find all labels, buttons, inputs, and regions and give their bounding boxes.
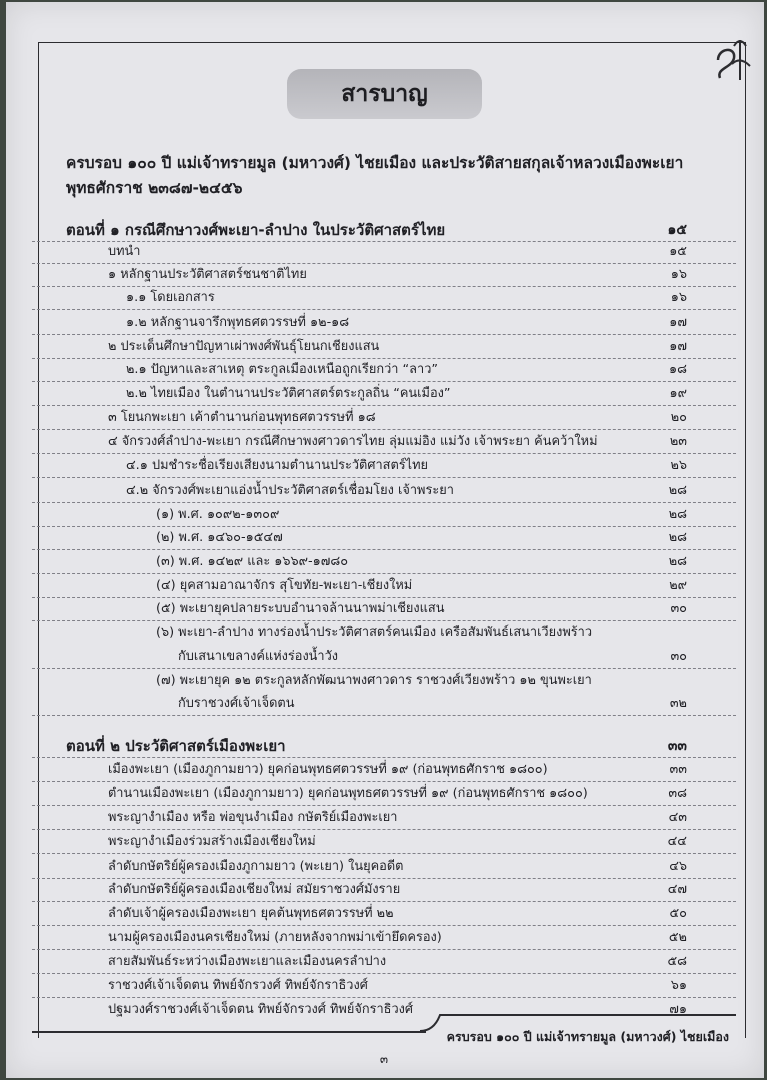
toc-entry-page: ๓๘ xyxy=(668,786,687,801)
rule xyxy=(32,549,736,550)
toc-entry-page: ๒๖ xyxy=(670,458,687,473)
toc-entry xyxy=(0,856,767,878)
toc-entry-text: (๓) พ.ศ. ๑๔๒๙ และ ๑๖๖๙-๑๗๘๐ xyxy=(156,554,349,569)
toc-entry xyxy=(0,480,767,502)
toc-entry xyxy=(0,903,767,925)
toc-entry-page: ๑๗ xyxy=(669,339,687,354)
toc-entry-page: ๒๐ xyxy=(670,410,687,425)
toc-entry-page: ๕๒ xyxy=(668,930,687,945)
toc-entry-page: ๑๗ xyxy=(669,315,687,330)
toc-entry xyxy=(0,975,767,997)
toc-entry xyxy=(0,670,767,692)
toc-entry xyxy=(0,383,767,405)
toc-entry-text: กับเสนาเขลางค์แห่งร่องน้ำวัง xyxy=(178,649,339,664)
rule xyxy=(32,901,736,902)
toc-entry xyxy=(0,287,767,309)
part-1-page: ๑๕ xyxy=(667,222,687,238)
toc-entry xyxy=(0,455,767,477)
rule xyxy=(32,757,736,758)
toc-entry-text: ๑ หลักฐานประวัติศาสตร์ชนชาติไทย xyxy=(108,267,307,282)
toc-entry-page: ๕๘ xyxy=(667,954,687,969)
toc-entry-text: สายสัมพันธ์ระหว่างเมืองพะเยาและเมืองนครลำปาง xyxy=(108,954,387,969)
part-1-heading xyxy=(0,219,767,241)
rule xyxy=(32,997,736,998)
toc-entry xyxy=(0,598,767,620)
part-2-label: ตอนที่ ๒ ประวัติศาสตร์เมืองพะเยา xyxy=(66,737,286,755)
toc-entry-text: (๔) ยุคสามอาณาจักร สุโขทัย-พะเยา-เชียงใหม่ xyxy=(156,578,413,593)
part-2-page: ๓๓ xyxy=(667,738,687,754)
toc-entry-text: (๕) พะเยายุคปลายระบบอำนาจล้านนาพม่าเชียงแสน xyxy=(156,601,445,616)
toc-entry-page: ๒๙ xyxy=(669,578,687,593)
toc-entry xyxy=(0,927,767,949)
toc-entry-text: พระญางำเมือง หรือ พ่อขุนงำเมือง กษัตริย์เมืองพะเยา xyxy=(108,810,398,825)
rule xyxy=(32,668,736,669)
toc-entry-text: (๖) พะเยา-ลำปาง ทางร่องน้ำประวัติศาสตร์คนเมือง เครือสัมพันธ์เสนาเวียงพร้าว xyxy=(156,625,593,640)
corner-ornament-icon xyxy=(712,34,756,84)
toc-entry xyxy=(0,807,767,829)
toc-entry xyxy=(0,759,767,781)
rule xyxy=(32,949,736,950)
toc-entry-page: ๑๙ xyxy=(669,386,687,401)
toc-entry-text: ตำนานเมืองพะเยา (เมืองภูกามยาว) ยุคก่อนพุทธศตวรรษที่ ๑๙ (ก่อนพุทธศักราช ๑๘๐๐) xyxy=(108,786,588,801)
rule xyxy=(32,853,736,854)
toc-entry xyxy=(0,831,767,853)
toc-entry-page: ๒๓ xyxy=(669,434,687,449)
toc-entry-page: ๓๐ xyxy=(670,649,687,664)
toc-entry-text: ๒.๑ ปัญหาและสาเหตุ ตระกูลเมืองเหนือถูกเรียกว่า “ลาว” xyxy=(126,362,439,377)
toc-entry-text: ลำดับกษัตริย์ผู้ครองเมืองภูกามยาว (พะเยา) ในยุคอดีต xyxy=(108,859,404,874)
book-title-line2: พุทธศักราช ๒๓๘๗-๒๔๕๖ xyxy=(66,179,243,197)
toc-entry-page: ๖๑ xyxy=(670,978,687,993)
toc-entry xyxy=(0,264,767,286)
rule xyxy=(32,429,736,430)
rule xyxy=(32,381,736,382)
toc-entry-continuation xyxy=(0,646,767,668)
toc-entry xyxy=(0,575,767,597)
toc-entry-page: ๑๖ xyxy=(670,267,687,282)
rule xyxy=(32,781,736,782)
toc-entry-text: ๑.๑ โดยเอกสาร xyxy=(126,290,215,305)
toc-entry-page: ๒๘ xyxy=(668,507,687,522)
toc-entry-text: บทนำ xyxy=(108,244,141,259)
toc-entry-page: ๔๓ xyxy=(668,810,687,825)
footer-book-title: ครบรอบ ๑๐๐ ปี แม่เจ้าทรายมูล (มหาวงศ์) ไชยเมือง xyxy=(446,1029,729,1044)
rule xyxy=(32,973,736,974)
toc-entry-text: ลำดับกษัตริย์ผู้ครองเมืองเชียงใหม่ สมัยราชวงศ์มังราย xyxy=(108,882,401,897)
toc-entry-page: ๓๒ xyxy=(669,696,687,711)
rule xyxy=(32,829,736,830)
toc-entry-text: ราชวงศ์เจ้าเจ็ดตน ทิพย์จักรวงศ์ ทิพย์จักราธิวงศ์ xyxy=(108,978,368,993)
toc-entry-text: (๗) พะเยายุค ๑๒ ตระกูลหลักพัฒนาพงศาวดาร ราชวงศ์เวียงพร้าว ๑๒ ขุนพะเยา xyxy=(156,673,592,688)
toc-entry-page: ๒๘ xyxy=(668,530,687,545)
rule xyxy=(32,805,736,806)
part-2-heading xyxy=(0,735,767,757)
toc-entry xyxy=(0,336,767,358)
page-number: ๓ xyxy=(379,1052,389,1066)
toc-entry xyxy=(0,879,767,901)
toc-entry-continuation xyxy=(0,693,767,715)
book-title-line1: ครบรอบ ๑๐๐ ปี แม่เจ้าทรายมูล (มหาวงศ์) ไชยเมือง และประวัติสายสกุลเจ้าหลวงเมืองพะเยา xyxy=(66,154,684,172)
toc-entry xyxy=(0,504,767,526)
toc-entry-page: ๔๖ xyxy=(669,859,687,874)
toc-entry-text: ๓ โยนกพะเยา เค้าตำนานก่อนพุทธศตวรรษที่ ๑๘ xyxy=(108,410,376,425)
rule xyxy=(32,477,736,478)
toc-entry-text: ๔.๑ ปมชำระชื่อเรียงเสียงนามตำนานประวัติศาสตร์ไทย xyxy=(126,458,429,473)
toc-entry-page: ๑๖ xyxy=(670,290,687,305)
toc-entry-text: เมืองพะเยา (เมืองภูกามยาว) ยุคก่อนพุทธศตวรรษที่ ๑๙ (ก่อนพุทธศักราช ๑๘๐๐) xyxy=(108,762,548,777)
toc-entry-page: ๗๑ xyxy=(669,1002,687,1017)
rule xyxy=(32,309,736,310)
toc-entry-text: ๒.๒ ไทยเมือง ในตำนานประวัติศาสตร์ตระกูลถิ่น “คนเมือง” xyxy=(126,386,451,401)
toc-entry xyxy=(0,241,767,263)
toc-entry-text: นามผู้ครองเมืองนครเชียงใหม่ (ภายหลังจากพม่าเข้ายึดครอง) xyxy=(108,930,442,945)
toc-entry xyxy=(0,551,767,573)
part-1-label: ตอนที่ ๑ กรณีศึกษาวงศ์พะเยา-ลำปาง ในประวัติศาสตร์ไทย xyxy=(66,221,446,239)
toc-entry-page: ๓๓ xyxy=(669,762,687,777)
toc-entry xyxy=(0,407,767,429)
rule xyxy=(32,620,736,621)
rule xyxy=(32,925,736,926)
rule xyxy=(32,502,736,503)
toc-entry xyxy=(0,527,767,549)
toc-entry-text: ๔ จักรวงศ์ลำปาง-พะเยา กรณีศึกษาพงศาวดารไทย ลุ่มแม่อิง แม่วัง เจ้าพระยา ค้นคว้าใหม่ xyxy=(108,434,598,449)
toc-entry-page: ๑๘ xyxy=(669,362,687,377)
toc-entry xyxy=(0,359,767,381)
toc-entry-text: ลำดับเจ้าผู้ครองเมืองพะเยา ยุคต้นพุทธศตวรรษที่ ๒๒ xyxy=(108,906,394,921)
toc-entry-text: ๔.๒ จักรวงศ์พะเยาแอ่งน้ำประวัติศาสตร์เชื่อมโยง เจ้าพระยา xyxy=(126,483,454,498)
rule xyxy=(32,405,736,406)
toc-entry-text: กับราชวงศ์เจ้าเจ็ดตน xyxy=(178,696,295,711)
rule xyxy=(32,334,736,335)
toc-entry xyxy=(0,431,767,453)
rule xyxy=(32,453,736,454)
toc-entry-page: ๔๗ xyxy=(667,882,687,897)
toc-entry-page: ๒๘ xyxy=(668,554,687,569)
toc-entry-text: ๑.๒ หลักฐานจารึกพุทธศตวรรษที่ ๑๒-๑๘ xyxy=(126,315,350,330)
toc-entry xyxy=(0,312,767,334)
toc-entry-text: พระญางำเมืองร่วมสร้างเมืองเชียงใหม่ xyxy=(108,834,316,849)
toc-entry-text: (๑) พ.ศ. ๑๐๙๒-๑๓๐๙ xyxy=(156,507,280,522)
toc-entry xyxy=(0,951,767,973)
toc-entry-text: ๒ ประเด็นศึกษาปัญหาเผ่าพงศ์พันธุ์โยนกเชียงแสน xyxy=(108,339,380,354)
toc-entry-page: ๕๐ xyxy=(669,906,687,921)
toc-entry-page: ๑๕ xyxy=(669,244,687,259)
rule xyxy=(32,715,736,716)
toc-entry-text: (๒) พ.ศ. ๑๔๖๐-๑๕๔๗ xyxy=(156,530,283,545)
toc-entry-page: ๔๔ xyxy=(667,834,687,849)
footer-rule xyxy=(32,1031,426,1033)
toc-entry-text: ปฐมวงศ์ราชวงศ์เจ้าเจ็ดตน ทิพย์จักรวงศ์ ทิพย์จักราธิวงศ์ xyxy=(108,1002,414,1017)
toc-entry xyxy=(0,783,767,805)
toc-entry-page: ๓๐ xyxy=(670,601,687,616)
toc-entry xyxy=(0,622,767,644)
toc-entry-page: ๒๘ xyxy=(668,483,687,498)
rule xyxy=(32,573,736,574)
page-title: สารบาญ xyxy=(287,69,482,119)
